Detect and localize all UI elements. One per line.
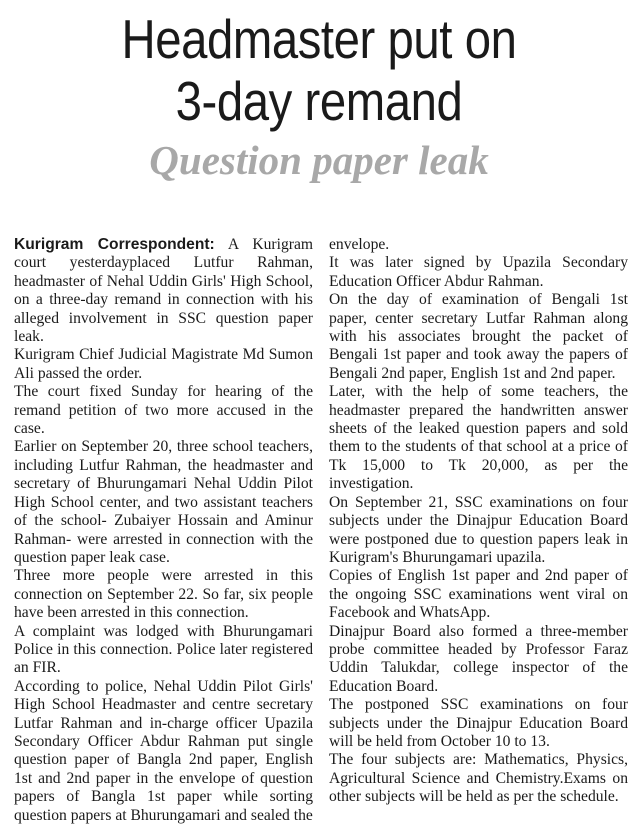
paragraph: Dinajpur Board also formed a three-member probe committee headed by Professor Faraz Uddin Talukdar, college inspector of the Education Board. — [329, 622, 628, 695]
paragraph: The court fixed Sunday for hearing of the remand petition of two more accused in the case. — [14, 383, 313, 438]
subheadline: Question paper leak — [149, 137, 489, 183]
paragraph: Three more people were arrested in this connection on September 22. So far, six people have been arrested in this connection. — [14, 567, 313, 622]
paragraph-text: A Kurigram court yesterdayplaced Lutfur Rahman, headmaster of Nehal Uddin Girls' High School, on a three-day remand in connection with his alleged involvement in SSC question paper leak. — [14, 236, 313, 346]
paragraph: Kurigram Chief Judicial Magistrate Md Sumon Ali passed the order. — [14, 346, 313, 382]
paragraph: According to police, Nehal Uddin Pilot Girls' High School Headmaster and centre secretary Lutfar Rahman and in-charge officer Upazila Secondary Officer Abdur Rahman put single question paper of Bangla 2nd paper, English 1st and 2nd paper in the envelope of question papers of Bangla 1st paper while sorting question papers at Bhurungamari and sealed the — [14, 677, 313, 824]
paragraph: The four subjects are: Mathematics, Physics, Agricultural Science and Chemistry.Exams on other subjects will be held as per the schedule. — [329, 751, 628, 806]
paragraph: Later, with the help of some teachers, the headmaster prepared the handwritten answer sheets of the leaked question papers and sold them to the students of that school at a price of Tk 15,000 to Tk 20,000, as per the investigation. — [329, 383, 628, 493]
byline: Kurigram Correspondent: — [14, 236, 215, 253]
article-column-right — [329, 236, 628, 825]
article-column-left — [14, 236, 313, 825]
paragraph: The postponed SSC examinations on four subjects under the Dinajpur Education Board will be held from October 10 to 13. — [329, 696, 628, 750]
paragraph: A complaint was lodged with Bhurungamari Police in this connection. Police later registered an FIR. — [14, 622, 313, 677]
paragraph: envelope. — [329, 236, 390, 253]
article-body — [14, 236, 628, 825]
paragraph: Copies of English 1st paper and 2nd paper of the ongoing SSC examinations went viral on Facebook and WhatsApp. — [329, 567, 628, 622]
paragraph: Earlier on September 20, three school teachers, including Lutfur Rahman, the headmaster and secretary of Bhurungamari Nehal Uddin Pilot High School center, and two assistant teachers of the school- Zubaiyer Hossain and Aminur Rahman- were arrested in connection with the question paper leak case. — [14, 438, 313, 566]
headline-line-1: Headmaster put on — [121, 8, 517, 70]
paragraph: It was later signed by Upazila Secondary Education Officer Abdur Rahman. — [329, 254, 628, 290]
paragraph — [14, 236, 313, 346]
headline — [45, 0, 594, 132]
paragraph: On the day of examination of Bengali 1st paper, center secretary Lutfar Rahman along with his associates brought the packet of Bengali 1st paper and took away the papers of Bengali 2nd paper, English 1st and 2nd paper. — [329, 291, 628, 382]
paragraph: On September 21, SSC examinations on four subjects under the Dinajpur Education Board were postponed due to question papers leak in Kurigram's Bhurungamari upazila. — [329, 493, 628, 566]
headline-line-2: 3-day remand — [175, 70, 463, 132]
